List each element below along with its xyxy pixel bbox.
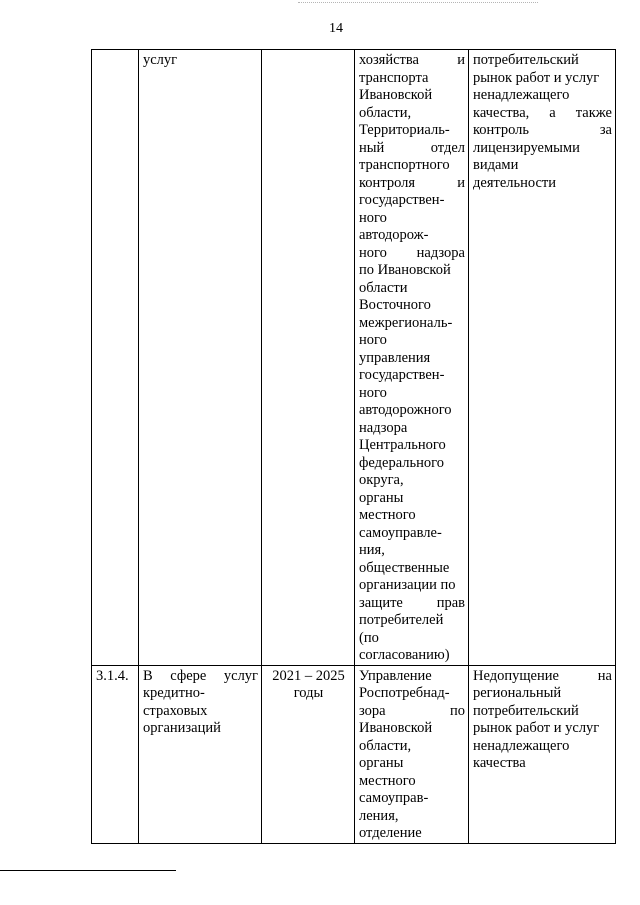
measure-name-line: страховых xyxy=(143,702,208,719)
period-cell xyxy=(262,50,355,666)
item-number-cell xyxy=(92,50,139,666)
expected-result-cell xyxy=(469,665,616,843)
executors-line: местного xyxy=(359,772,416,789)
executors-line: защите прав xyxy=(359,594,465,611)
executors-line: Управление xyxy=(359,667,432,684)
executors-line: транспорта xyxy=(359,69,429,86)
period-cell xyxy=(262,665,355,843)
executors-line: ния, xyxy=(359,542,385,558)
executors-line: федерального xyxy=(359,454,444,471)
executors-line: органы xyxy=(359,755,404,771)
item-number-cell xyxy=(92,665,139,843)
executors-line: Центрального xyxy=(359,437,446,453)
executors-line: межрегиональ- xyxy=(359,314,453,331)
expected-result-line: качества xyxy=(473,755,526,771)
expected-result-line: потребительский xyxy=(473,702,579,719)
period-line: годы xyxy=(293,685,324,701)
executors-line: самоуправ- xyxy=(359,790,429,806)
executors-line: округа, xyxy=(359,472,404,488)
measure-name: услуг xyxy=(143,52,178,68)
executors-line: области xyxy=(359,279,408,296)
measure-name-line: кредитно- xyxy=(143,685,205,701)
executors-line: ный отдел xyxy=(359,139,465,156)
expected-result-line: контроль за xyxy=(473,122,612,138)
executors-line: отделение xyxy=(359,825,422,841)
executors-line: транспортного xyxy=(359,157,450,173)
executors-line: Ивановской xyxy=(359,87,433,103)
footnote-rule xyxy=(0,870,176,871)
executors-line: государствен- xyxy=(359,192,445,208)
expected-result-line: рынок работ и услуг xyxy=(473,69,600,86)
expected-result-line: ненадлежащего xyxy=(473,87,570,103)
measures-table xyxy=(91,49,616,844)
expected-result-line: рынок работ и услуг xyxy=(473,720,600,736)
expected-result-line: качества, а также xyxy=(473,104,612,121)
executors-line: управления xyxy=(359,349,431,366)
item-number: 3.1.4. xyxy=(96,667,129,684)
executors-line: области, xyxy=(359,104,412,121)
executors-line: области, xyxy=(359,737,412,754)
executors-line: автодорожного xyxy=(359,402,452,418)
executors-line: хозяйства и xyxy=(359,52,465,68)
executors-line: автодорож- xyxy=(359,227,429,243)
measure-name-line: организаций xyxy=(143,720,221,736)
executors-line: общественные xyxy=(359,559,450,576)
expected-result-line: лицензируемыми xyxy=(473,139,580,156)
measure-name-line: В сфере услуг xyxy=(143,667,258,684)
expected-result-line: ненадлежащего xyxy=(473,737,570,754)
table-row xyxy=(92,665,616,843)
executors-cell xyxy=(355,665,469,843)
executors-line: зора по xyxy=(359,702,465,719)
executors-line: ного надзора xyxy=(359,244,465,261)
executors-line: Роспотребнад- xyxy=(359,685,450,701)
executors-line: ного xyxy=(359,209,387,226)
executors-line: контроля и xyxy=(359,174,465,191)
expected-result-line: видами xyxy=(473,157,519,173)
executors-line: ного xyxy=(359,384,387,401)
table-row xyxy=(92,50,616,666)
executors-line: органы xyxy=(359,489,404,506)
executors-line: Восточного xyxy=(359,297,431,313)
executors-cell xyxy=(355,50,469,666)
executors-line: Территориаль- xyxy=(359,122,450,138)
expected-result-line: деятельности xyxy=(473,174,557,191)
expected-result-cell xyxy=(469,50,616,666)
measure-name-cell xyxy=(139,50,262,666)
executors-line: по Ивановской xyxy=(359,262,451,278)
expected-result-line: потребительский xyxy=(473,52,579,68)
executors-line: Ивановской xyxy=(359,720,433,736)
executors-line: самоуправле- xyxy=(359,524,442,541)
expected-result-line: Недопущение на xyxy=(473,667,612,684)
measure-name-cell xyxy=(139,665,262,843)
executors-line: ления, xyxy=(359,807,399,824)
page-number: 14 xyxy=(329,21,343,36)
expected-result-line: региональный xyxy=(473,685,562,701)
scan-artifact-marks xyxy=(298,2,538,6)
executors-line: организации по xyxy=(359,577,456,593)
executors-line: местного xyxy=(359,507,416,523)
executors-line: надзора xyxy=(359,419,408,436)
executors-line: (по xyxy=(359,629,379,646)
executors-line: ного xyxy=(359,332,387,348)
executors-line: согласованию) xyxy=(359,647,450,663)
executors-line: потребителей xyxy=(359,612,444,628)
executors-line: государствен- xyxy=(359,367,445,383)
period-line: 2021 – 2025 xyxy=(272,667,345,684)
